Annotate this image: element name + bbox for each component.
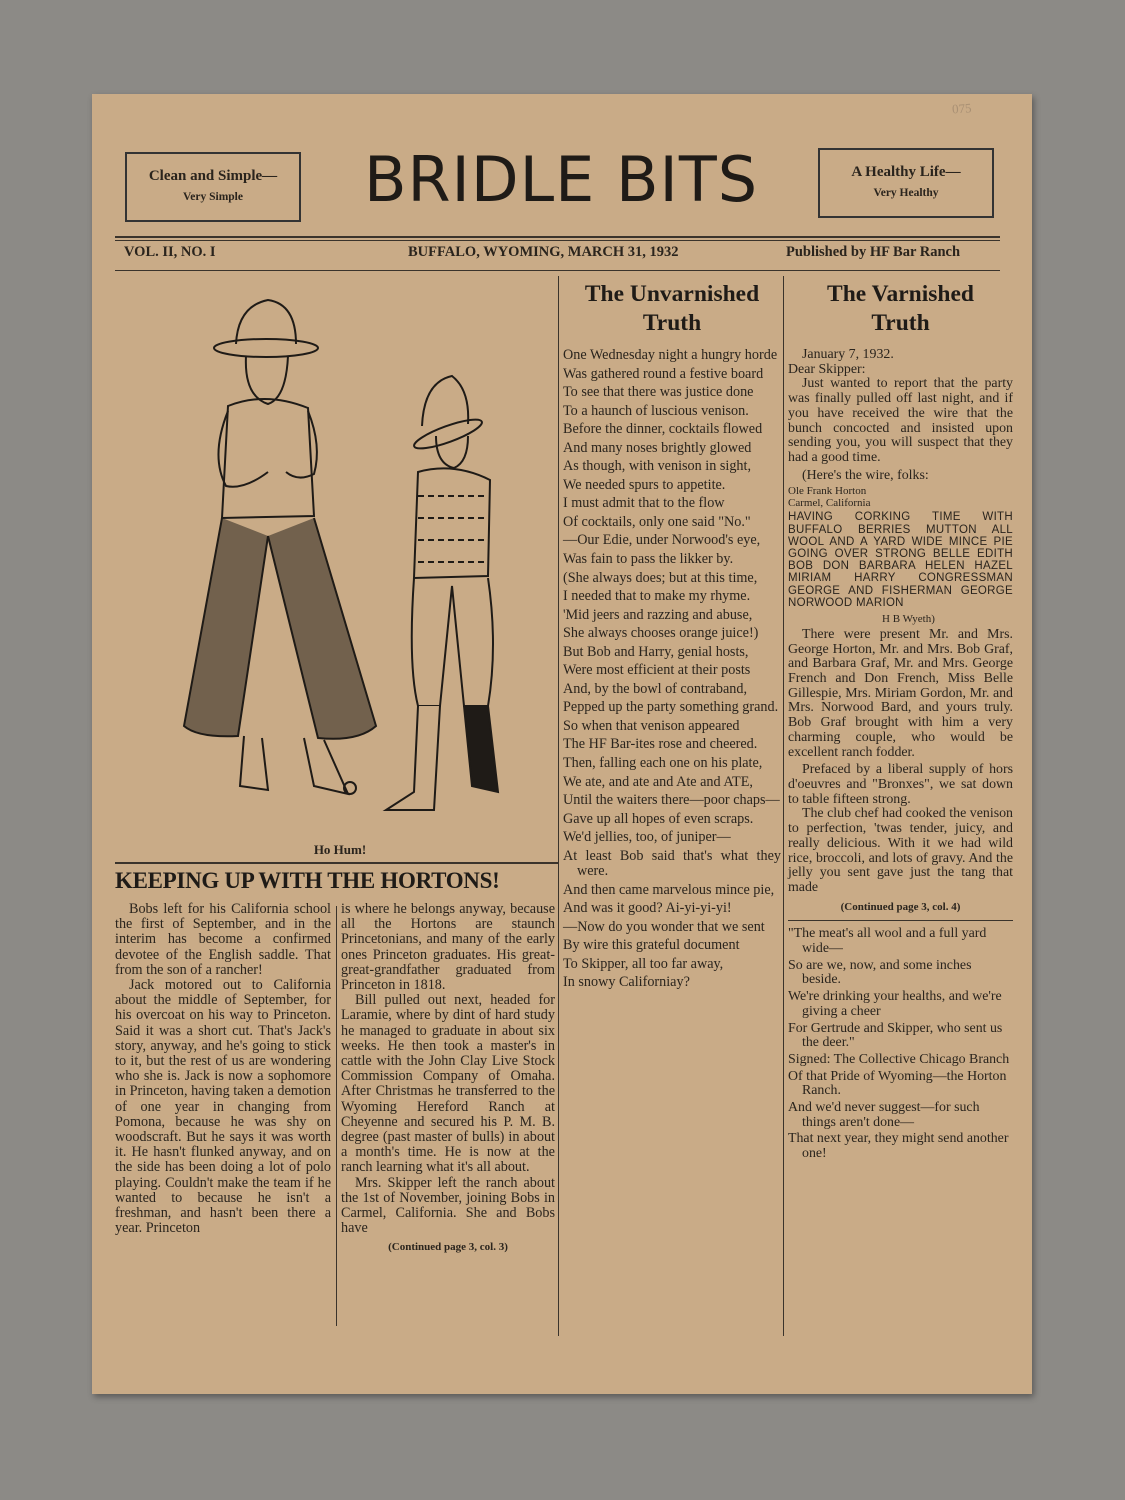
- poem-line: Gave up all hopes of even scraps.: [563, 810, 754, 827]
- verse-rule: [788, 920, 1013, 921]
- corner-mark: 075: [951, 100, 972, 117]
- poem-line: By wire this grateful document: [563, 937, 740, 954]
- publisher: Published by HF Bar Ranch: [786, 244, 961, 260]
- poem-line: But Bob and Harry, genial hosts,: [563, 643, 749, 660]
- letter-paragraph-4: The club chef had cooked the venison to perfection, 'twas tender, juicy, and really delicious. With it we had wild rice, broccoli, and lots of gravy. And the jelly you sent gave just the tang that made: [788, 806, 1013, 895]
- wire-signature: H B Wyeth): [882, 612, 935, 625]
- column-rule-2: [783, 276, 784, 1336]
- kid-legs: [412, 578, 493, 706]
- wire-text: HAVING CORKING TIME WITH BUFFALO BERRIES MUTTON ALL WOOL AND A YARD WIDE MINCE PIE GOING OVER STRONG BELLE EDITH BOB DON BARBARA HELEN HAZEL MIRIAM HARRY CONGRESSMAN GEORGE AND FISHERMAN GEORGE NORWOOD MARION: [788, 511, 1013, 609]
- cowboy-chaps-left: [184, 518, 268, 736]
- left-ear-line2: Very Simple: [183, 191, 243, 203]
- varnished-continued: (Continued page 3, col. 4): [840, 900, 961, 913]
- varnished-heading: The Varnished Truth: [827, 281, 974, 336]
- poem-line: So when that venison appeared: [563, 717, 740, 734]
- poem-line: I needed that to make my rhyme.: [563, 588, 751, 605]
- poem-line: We'd jellies, too, of juniper—: [563, 829, 731, 846]
- wire-intro: (Here's the wire, folks:: [802, 467, 929, 483]
- verse-line: And we'd never suggest—for such things aren't done—: [788, 1100, 980, 1130]
- hortons-column-1: [115, 902, 331, 1236]
- hortons-paragraph: is where he belongs anyway, because all the Hortons are staunch Princetonians, and many of the early ones Princeton graduates. His great-great-grandfather graduated from Princeton in 1818.: [341, 901, 555, 994]
- letter-salutation: Dear Skipper:: [788, 361, 866, 377]
- left-ear-line1: Clean and Simple—: [148, 168, 278, 184]
- poem-line: —Our Edie, under Norwood's eye,: [563, 532, 761, 549]
- cowboy-face: [246, 356, 288, 404]
- letter-paragraph-3: Prefaced by a liberal supply of hors d'oeuvres and "Bronxes", we sat down to table fifteen strong.: [788, 762, 1013, 807]
- unvarnished-heading: The Unvarnished Truth: [584, 281, 760, 336]
- verse-line: For Gertrude and Skipper, who sent us the deer.": [788, 1020, 1003, 1051]
- poem-line: She always chooses orange juice!): [563, 625, 759, 642]
- poem-line: Was gathered round a festive board: [563, 365, 764, 382]
- hortons-headline: KEEPING UP WITH THE HORTONS!: [115, 868, 500, 893]
- right-ear-line1: A Healthy Life—: [851, 164, 961, 180]
- cowboy-body: [222, 399, 314, 518]
- poem-line: One Wednesday night a hungry horde: [563, 347, 778, 363]
- verse-line: That next year, they might send another one!: [788, 1131, 1009, 1162]
- volume-number: VOL. II, NO. I: [124, 244, 216, 260]
- right-ear-line2: Very Healthy: [873, 187, 939, 199]
- poem-line: Before the dinner, cocktails flowed: [563, 421, 763, 438]
- hortons-paragraph: Mrs. Skipper left the ranch about the 1st of November, joining Bobs in Carmel, California. She and Bobs have: [341, 1174, 555, 1237]
- poem-line: —Now do you wonder that we sent: [563, 918, 765, 935]
- wire-addressee: Ole Frank Horton: [788, 485, 867, 498]
- verse-line: "The meat's all wool and a full yard wide—: [788, 926, 987, 957]
- hortons-paragraph: Bill pulled out next, headed for Laramie, where by dint of hard study he managed to graduate in about six weeks. He then took a master's in cattle with the John Clay Live Stock Commission Company of Omaha. After Christmas he transferred to the Wyoming Hereford Ranch at Cheyenne and secured his P. M. B. degree (past master of bulls) in about a month's time. He is now at the ranch learning what it's all about.: [341, 992, 555, 1176]
- poem-lines: [563, 348, 781, 990]
- letter-date: January 7, 1932.: [802, 347, 894, 362]
- hortons-paragraph: Bobs left for his California school the first of September, and in the interim has become a confirmed devotee of the English saddle. That from the son of a rancher!: [115, 901, 331, 978]
- masthead-rule-top2: [115, 240, 1000, 241]
- column-rule-3: [336, 906, 337, 1326]
- cowboy-boot-right: [304, 738, 348, 794]
- poem-line: Then, falling each one on his plate,: [563, 755, 763, 772]
- verse-line: We're drinking your healths, and we're giving a cheer: [788, 989, 1002, 1019]
- place-date: BUFFALO, WYOMING, MARCH 31, 1932: [408, 244, 679, 260]
- hortons-paragraph: Jack motored out to California about the middle of September, for his overcoat on his way to Princeton. Said it was a short cut. That's Jack's story, anyway, and he's going to stick to it, but the rest of us are wondering who she is. Jack is now a sophomore in Princeton, having taken a demotion of one year in changing from Pomona, because he was shy on woodscraft. But he says it was worth it. He hasn't flunked anyway, and on the side has been doing a lot of polo playing. Couldn't make the team if he wanted to because he isn't a freshman, and hasn't been there a year. Princeton: [115, 977, 331, 1237]
- verse-line: Of that Pride of Wyoming—the Horton Ranch.: [788, 1068, 1007, 1099]
- poem-line: And many noses brightly glowed: [563, 439, 752, 456]
- unvarnished-column: [563, 280, 781, 994]
- cowboy-illustration: [118, 286, 558, 836]
- masthead-title: BRIDLE BITS: [363, 143, 759, 216]
- poem-line: To see that there was justice done: [563, 384, 754, 401]
- poem-line: To a haunch of luscious venison.: [563, 402, 749, 419]
- headline-rule: [115, 862, 558, 864]
- kid-hat-crown: [422, 376, 468, 426]
- poem-line: 'Mid jeers and razzing and abuse,: [563, 606, 753, 623]
- kid-boot-left: [386, 706, 440, 810]
- letter-paragraph-1: Just wanted to report that the party was finally pulled off last night, and if you have received the wire that the bunch concocted and insisted upon sending you, you will suspect that they had a good time.: [788, 376, 1013, 465]
- poem-line: We needed spurs to appetite.: [563, 476, 726, 493]
- poem-line: We ate, and ate and Ate and ATE,: [563, 773, 753, 790]
- poem-line: At least Bob said that's what they were.: [563, 847, 781, 879]
- cowboy-hat-brim: [214, 339, 318, 357]
- right-ear-box: [818, 148, 994, 218]
- poem-line: Pepped up the party something grand.: [563, 699, 779, 716]
- poem-line: I must admit that to the flow: [563, 495, 725, 512]
- hortons-column-2: [341, 902, 555, 1256]
- poem-line: Until the waiters there—poor chaps—: [563, 792, 780, 809]
- kid-boot-right: [464, 706, 498, 792]
- poem-line: And was it good? Ai-yi-yi-yi!: [563, 900, 732, 917]
- hortons-continued: (Continued page 3, col. 3): [388, 1241, 508, 1254]
- wire-address: Carmel, California: [788, 497, 871, 510]
- poem-line: (She always does; but at this time,: [563, 569, 758, 586]
- masthead-rule-top: [115, 236, 1000, 238]
- verse-lines: [788, 927, 1013, 1162]
- verse-line: Signed: The Collective Chicago Branch: [788, 1051, 1010, 1067]
- varnished-column: [788, 280, 1013, 1164]
- column-rule-1: [558, 276, 559, 1336]
- poem-line: To Skipper, all too far away,: [563, 955, 724, 972]
- cowboy-hat-crown: [236, 300, 296, 344]
- illustration-caption: Ho Hum!: [313, 842, 367, 857]
- poem-line: Were most efficient at their posts: [563, 662, 751, 679]
- poem-line: The HF Bar-ites rose and cheered.: [563, 736, 758, 753]
- letter-paragraph-2: There were present Mr. and Mrs. George Horton, Mr. and Mrs. Bob Graf, and Barbara Graf, Mr. and Mrs. George French and Don French, Miss Belle Gillespie, Mrs. Miriam Gordon, Mr. and Mrs. Norwood Bard, and yours truly. Bob Graf brought with him a very charming couple, who would be excellent ranch fodder.: [788, 626, 1013, 760]
- cowboy-chaps-right: [268, 518, 376, 739]
- verse-line: So are we, now, and some inches beside.: [788, 957, 972, 988]
- masthead-rule-bottom: [115, 270, 1000, 271]
- poem-line: And then came marvelous mince pie,: [563, 881, 775, 898]
- cowboy-boot-left: [240, 736, 268, 790]
- poem-line: In snowy Californiay?: [563, 974, 690, 991]
- poem-line: Was fain to pass the likker by.: [563, 551, 734, 568]
- poem-line: Of cocktails, only one said "No.": [563, 513, 751, 530]
- poem-line: As though, with venison in sight,: [563, 458, 751, 475]
- left-ear-box: [125, 152, 301, 222]
- poem-line: And, by the bowl of contraband,: [563, 680, 748, 697]
